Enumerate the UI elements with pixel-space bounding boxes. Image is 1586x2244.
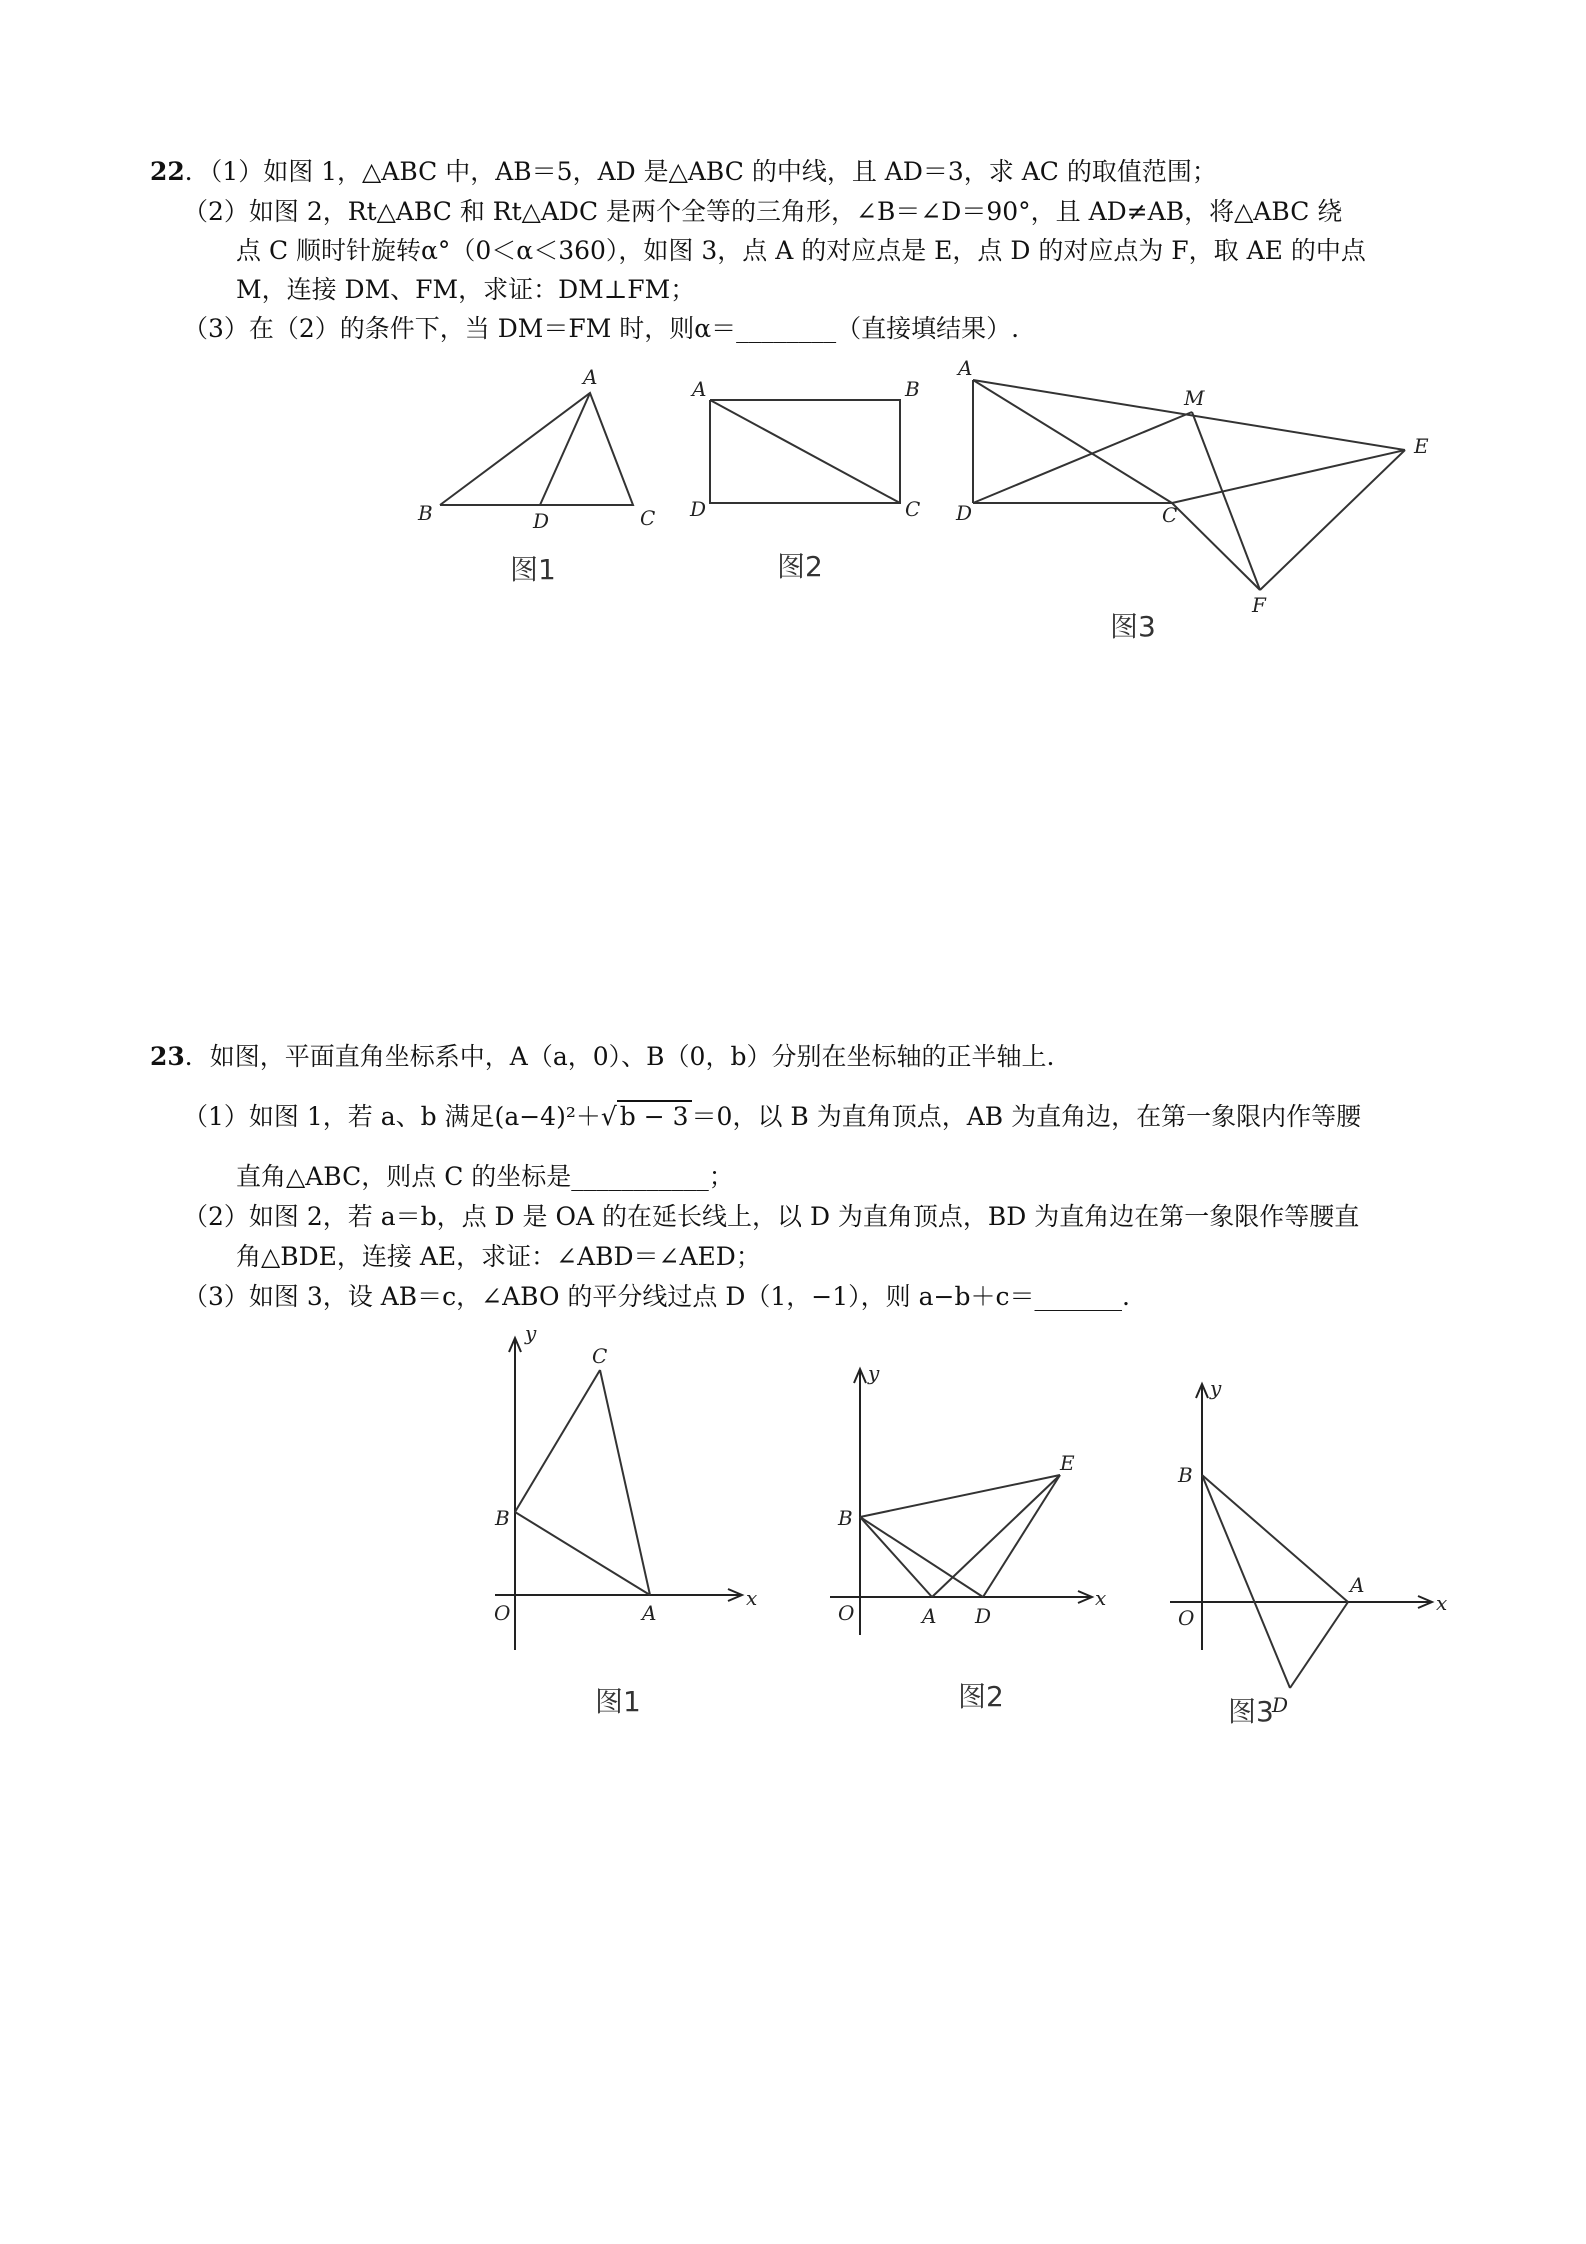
label-o: O (838, 1601, 855, 1625)
label-d: D (1272, 1693, 1289, 1717)
q23-part1-pre: （1）如图 1，若 a、b 满足(a−4)²＋ (183, 1102, 601, 1131)
label-d: D (956, 501, 973, 525)
segment-bc (515, 1370, 600, 1512)
segment-be (860, 1475, 1060, 1517)
q23-part1-post: ＝0，以 B 为直角顶点，AB 为直角边，在第一象限内作等腰 (691, 1102, 1362, 1131)
label-o: O (494, 1601, 511, 1625)
label-c: C (592, 1344, 608, 1368)
q22-number: 22 (150, 157, 185, 186)
label-y: y (525, 1321, 537, 1345)
label-d: D (533, 509, 550, 533)
q22-line-5: （3）在（2）的条件下，当 DM＝FM 时，则α＝________（直接填结果）. (183, 314, 1020, 343)
q22-figure-3-caption: 图3 (1110, 610, 1156, 643)
label-d: D (690, 497, 707, 521)
q23-line-2 (183, 1100, 1361, 1134)
label-a: A (922, 1604, 937, 1628)
segment-ba (515, 1512, 650, 1595)
label-e: E (1060, 1451, 1075, 1475)
segment-bd (1202, 1475, 1290, 1688)
label-b: B (418, 501, 433, 525)
label-b: B (838, 1506, 853, 1530)
q23-line-5: 角△BDE，连接 AE，求证：∠ABD＝∠AED； (236, 1242, 761, 1271)
label-a: A (958, 356, 973, 380)
q23-figure-2-caption: 图2 (958, 1680, 1004, 1713)
label-c: C (640, 506, 656, 530)
label-b: B (495, 1506, 510, 1530)
q22-figure-2-caption: 图2 (777, 550, 823, 583)
q22-figure-2 (680, 360, 940, 540)
sqrt-radicand: b − 3 (617, 1100, 692, 1131)
q22-part1-text: ．（1）如图 1，△ABC 中，AB＝5，AD 是△ABC 的中线，且 AD＝3，求 AC 的取值范围； (184, 157, 1217, 186)
label-a: A (692, 377, 707, 401)
q23-number: 23 (150, 1042, 185, 1071)
label-b: B (905, 377, 920, 401)
label-a: A (642, 1601, 657, 1625)
q23-figure-1-caption: 图1 (595, 1685, 641, 1718)
segment-dm (973, 412, 1192, 503)
q22-figure-3 (940, 350, 1460, 630)
q23-line-3: 直角△ABC，则点 C 的坐标是___________； (236, 1162, 734, 1191)
q22-figure-1 (400, 360, 680, 540)
triangle-abc (440, 393, 633, 505)
label-d: D (975, 1604, 992, 1628)
label-e: E (1414, 434, 1429, 458)
q23-line-6: （3）如图 3，设 AB＝c，∠ABO 的平分线过点 D（1，−1），则 a−b＋c＝_______. (183, 1282, 1130, 1311)
label-a: A (583, 365, 598, 389)
q23-figure-1 (480, 1320, 770, 1660)
label-b: B (1178, 1463, 1193, 1487)
segment-mf (1192, 412, 1260, 590)
q22-line-3: 点 C 顺时针旋转α°（0＜α＜360），如图 3，点 A 的对应点是 E，点 D 的对应点为 F，取 AE 的中点 (236, 236, 1366, 265)
segment-ba (1202, 1475, 1348, 1602)
label-a: A (1350, 1573, 1365, 1597)
q22-line-1 (150, 155, 1217, 189)
q23-figure-3 (1160, 1370, 1460, 1740)
segment-ad (1290, 1602, 1348, 1688)
segment-de (983, 1475, 1060, 1597)
diagonal-ac (710, 400, 900, 503)
q23-line-1 (150, 1040, 1054, 1074)
label-x: x (1095, 1586, 1107, 1610)
q22-figure-1-caption: 图1 (510, 553, 556, 586)
label-y: y (1210, 1376, 1222, 1400)
label-f: F (1252, 593, 1266, 617)
segment-ca (600, 1370, 650, 1595)
q23-line-4: （2）如图 2，若 a＝b，点 D 是 OA 的在延长线上，以 D 为直角顶点，BD 为直角边在第一象限作等腰直 (183, 1202, 1360, 1231)
segment-ac (973, 380, 1172, 503)
sqrt-expression: √ b − 3 (601, 1100, 692, 1134)
q23-intro-text: ．如图，平面直角坐标系中，A（a，0）、B（0，b）分别在坐标轴的正半轴上. (184, 1042, 1055, 1071)
segment-ce (1172, 450, 1405, 503)
label-o: O (1178, 1606, 1195, 1630)
segment-cf (1172, 503, 1260, 590)
segment-ae (932, 1475, 1060, 1597)
q23-figure-3-caption: 图3 (1228, 1695, 1274, 1728)
label-m: M (1184, 386, 1205, 410)
segment-fe (1260, 450, 1405, 590)
q22-line-4: M，连接 DM、FM，求证：DM⊥FM； (236, 275, 696, 304)
q23-figure-2 (820, 1355, 1120, 1655)
label-c: C (905, 497, 921, 521)
label-x: x (1436, 1591, 1448, 1615)
median-ad (540, 393, 590, 505)
label-y: y (868, 1361, 880, 1385)
q22-line-2: （2）如图 2，Rt△ABC 和 Rt△ADC 是两个全等的三角形，∠B＝∠D＝90°，且 AD≠AB，将△ABC 绕 (183, 197, 1343, 226)
label-c: C (1162, 503, 1178, 527)
label-x: x (746, 1586, 758, 1610)
